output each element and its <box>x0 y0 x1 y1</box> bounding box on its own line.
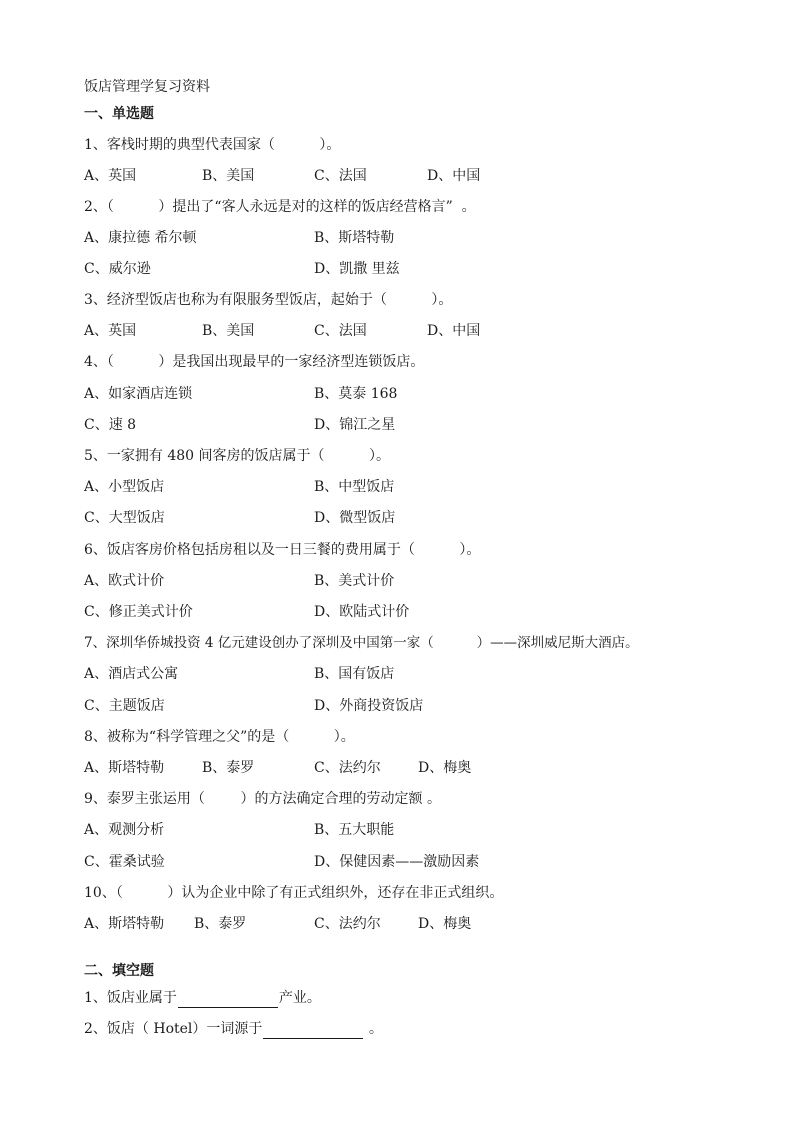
question-5-option-a: A、小型饭店 <box>84 479 165 495</box>
question-8-option-d: D、梅奥 <box>418 760 472 776</box>
question-1-option-d: D、中国 <box>427 168 481 184</box>
question-7-option-b: B、国有饭店 <box>314 666 395 682</box>
fill-question-1 <box>84 988 321 1008</box>
question-6-stem: 6、饭店客房价格包括房租以及一日三餐的费用属于（ ）。 <box>84 542 481 558</box>
question-8-option-c: C、法约尔 <box>314 760 381 776</box>
question-5-option-c: C、大型饭店 <box>84 510 165 526</box>
question-10-option-b: B、泰罗 <box>194 916 247 932</box>
question-8-stem: 8、被称为“科学管理之父”的是（ ）。 <box>84 729 355 745</box>
question-4-option-b: B、莫泰 168 <box>314 386 398 402</box>
question-2-option-d: D、凯撒 里兹 <box>314 261 400 277</box>
question-10-option-d: D、梅奥 <box>418 916 472 932</box>
question-9-option-b: B、五大职能 <box>314 822 395 838</box>
question-2-option-c: C、威尔逊 <box>84 261 151 277</box>
section-heading-fill-in: 二、填空题 <box>84 963 154 979</box>
section-heading-single-choice: 一、单选题 <box>84 106 154 122</box>
fill-question-1-post: 产业。 <box>278 990 321 1006</box>
fill-question-2-post: 。 <box>364 1021 383 1037</box>
question-7-option-c: C、主题饭店 <box>84 698 165 714</box>
question-9-option-c: C、霍桑试验 <box>84 854 165 870</box>
question-4-option-c: C、速 8 <box>84 417 137 433</box>
question-9-option-d: D、保健因素——激励因素 <box>314 854 480 870</box>
question-3-option-b: B、美国 <box>202 323 255 339</box>
question-10-option-a: A、斯塔特勒 <box>84 916 165 932</box>
question-8-option-a: A、斯塔特勒 <box>84 760 165 776</box>
question-7-option-d: D、外商投资饭店 <box>314 698 424 714</box>
fill-question-2-pre: 2、饭店（ Hotel）一词源于 <box>84 1021 263 1037</box>
question-2-stem: 2、（ ）提出了“客人永远是对的这样的饭店经营格言” 。 <box>84 199 476 215</box>
question-5-option-d: D、微型饭店 <box>314 510 396 526</box>
question-9-option-a: A、观测分析 <box>84 822 165 838</box>
question-7-stem: 7、深圳华侨城投资 4 亿元建设创办了深圳及中国第一家（ ）——深圳威尼斯大酒店。 <box>84 635 639 651</box>
fill-question-1-pre: 1、饭店业属于 <box>84 990 177 1006</box>
question-6-option-d: D、欧陆式计价 <box>314 604 410 620</box>
question-1-option-a: A、英国 <box>84 168 137 184</box>
question-3-option-a: A、英国 <box>84 323 137 339</box>
fill-question-2 <box>84 1019 383 1039</box>
fill-blank-2 <box>263 1022 363 1039</box>
question-2-option-a: A、康拉德 希尔顿 <box>84 230 197 246</box>
question-1-option-c: C、法国 <box>314 168 367 184</box>
fill-blank-1 <box>178 991 278 1008</box>
question-9-stem: 9、泰罗主张运用（ ）的方法确定合理的劳动定额 。 <box>84 791 441 807</box>
question-4-option-d: D、锦江之星 <box>314 417 396 433</box>
question-4-stem: 4、（ ）是我国出现最早的一家经济型连锁饭店。 <box>84 354 425 370</box>
question-5-option-b: B、中型饭店 <box>314 479 395 495</box>
question-10-option-c: C、法约尔 <box>314 916 381 932</box>
question-6-option-b: B、美式计价 <box>314 573 395 589</box>
question-4-option-a: A、如家酒店连锁 <box>84 386 193 402</box>
question-5-stem: 5、一家拥有 480 间客房的饭店属于（ ）。 <box>84 448 391 464</box>
question-2-option-b: B、斯塔特勒 <box>314 230 395 246</box>
document-title: 饭店管理学复习资料 <box>84 79 210 95</box>
question-7-option-a: A、酒店式公寓 <box>84 666 179 682</box>
question-8-option-b: B、泰罗 <box>202 760 255 776</box>
question-3-option-c: C、法国 <box>314 323 367 339</box>
question-3-stem: 3、经济型饭店也称为有限服务型饭店，起始于（ ）。 <box>84 292 453 308</box>
question-10-stem: 10、（ ）认为企业中除了有正式组织外，还存在非正式组织。 <box>84 885 504 901</box>
question-1-option-b: B、美国 <box>202 168 255 184</box>
question-3-option-d: D、中国 <box>427 323 481 339</box>
question-1-stem: 1、客栈时期的典型代表国家（ ）。 <box>84 137 341 153</box>
question-6-option-a: A、欧式计价 <box>84 573 165 589</box>
question-6-option-c: C、修正美式计价 <box>84 604 193 620</box>
